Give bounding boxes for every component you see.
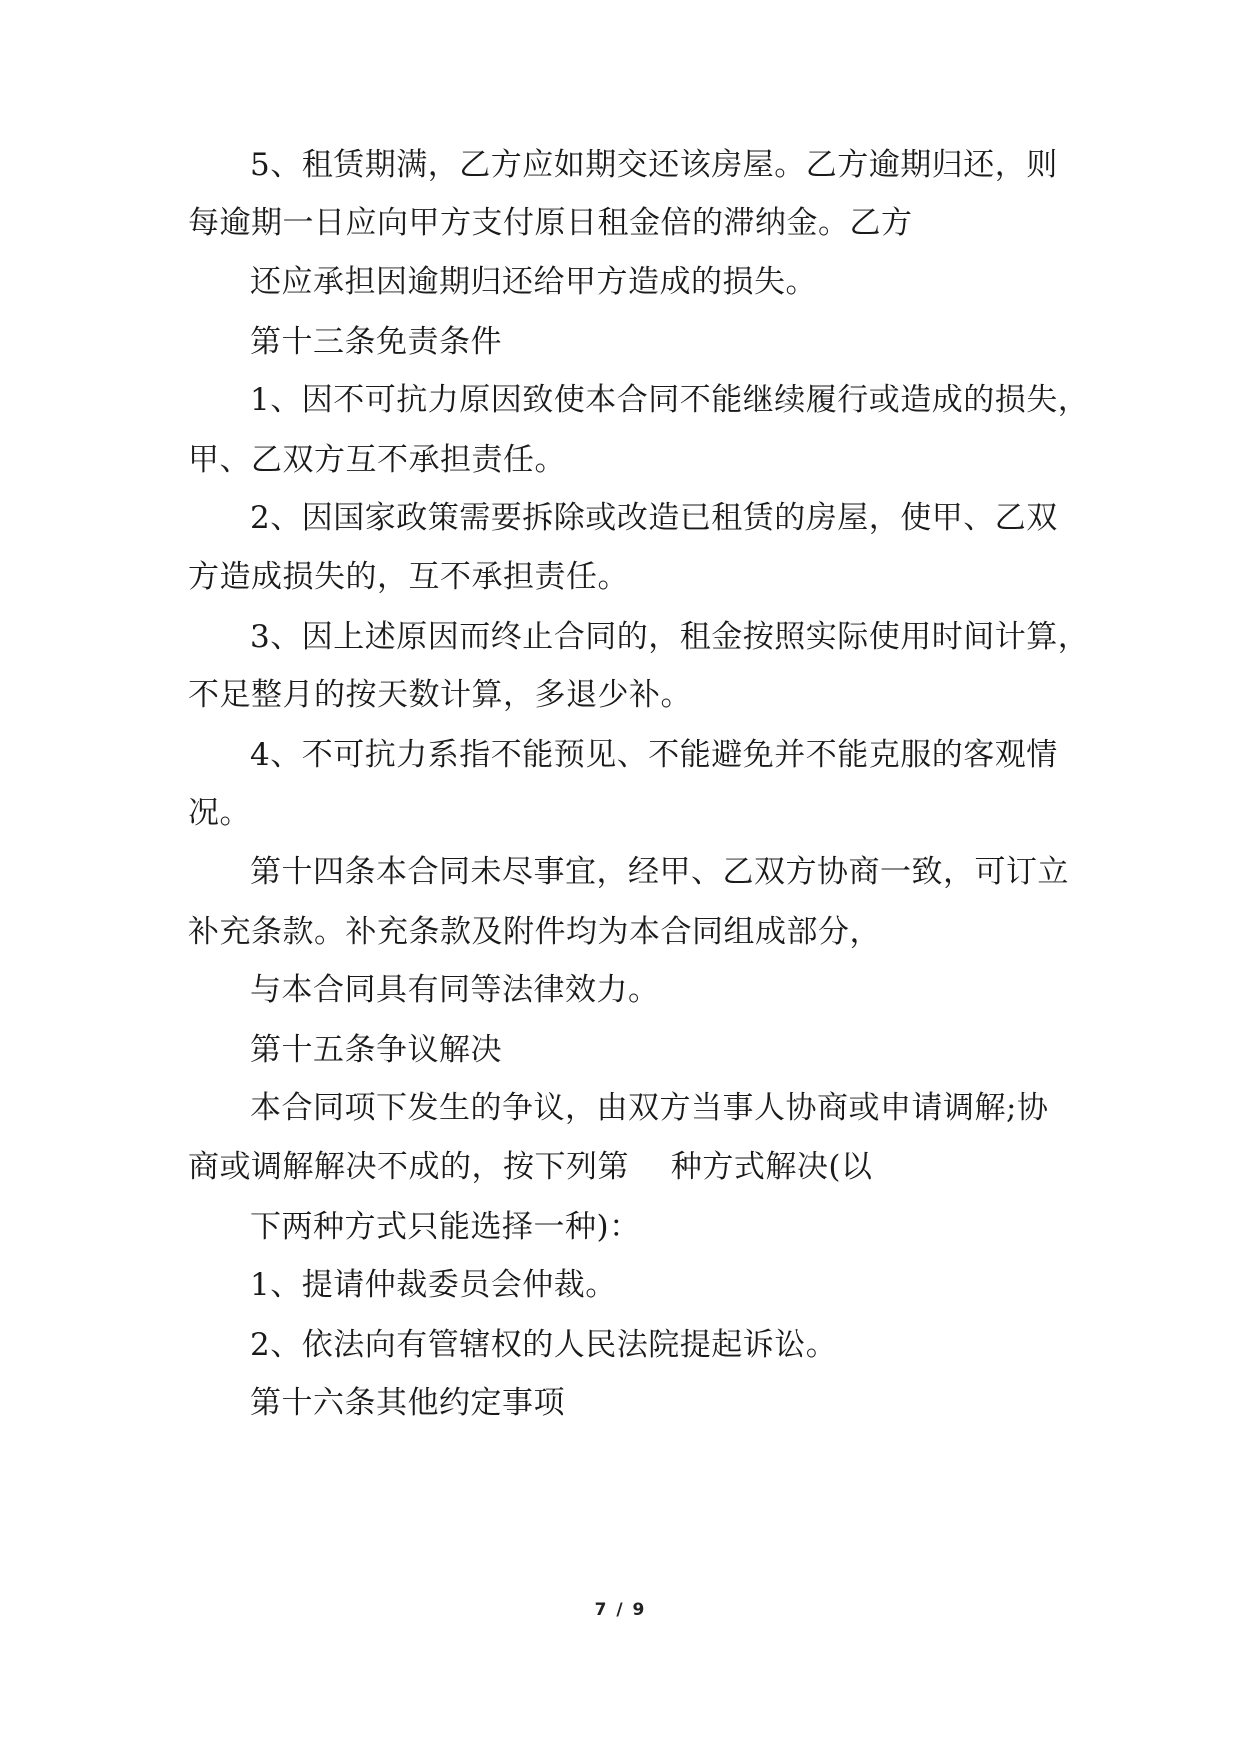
paragraph-line: 下两种方式只能选择一种)： <box>250 1209 641 1245</box>
section-heading: 第十六条其他约定事项 <box>250 1385 565 1421</box>
paragraph-line: 4、不可抗力系指不能预见、不能避免并不能克服的客观情 <box>250 737 1058 773</box>
paragraph-line: 1、提请仲裁委员会仲裁。 <box>250 1267 617 1303</box>
paragraph-line: 本合同项下发生的争议，由双方当事人协商或申请调解;协 <box>250 1090 1049 1126</box>
paragraph-line: 还应承担因逾期归还给甲方造成的损失。 <box>250 264 817 300</box>
paragraph-line: 不足整月的按天数计算，多退少补。 <box>188 677 692 713</box>
paragraph-line: 补充条款。补充条款及附件均为本合同组成部分， <box>188 914 881 950</box>
paragraph-line: 甲、乙双方互不承担责任。 <box>188 442 566 478</box>
section-heading: 第十三条免责条件 <box>250 324 502 360</box>
paragraph-line: 每逾期一日应向甲方支付原日租金倍的滞纳金。乙方 <box>188 205 913 241</box>
paragraph-line: 况。 <box>188 795 251 831</box>
paragraph-line: 与本合同具有同等法律效力。 <box>250 972 660 1008</box>
paragraph-line: 2、依法向有管辖权的人民法院提起诉讼。 <box>250 1327 838 1363</box>
paragraph-line: 3、因上述原因而终止合同的，租金按照实际使用时间计算， <box>250 619 1090 655</box>
paragraph-line: 方造成损失的，互不承担责任。 <box>188 559 629 595</box>
section-heading: 第十五条争议解决 <box>250 1032 502 1068</box>
paragraph-line: 2、因国家政策需要拆除或改造已租赁的房屋，使甲、乙双 <box>250 500 1058 536</box>
page-number: 7 / 9 <box>594 1600 647 1620</box>
paragraph-line: 1、因不可抗力原因致使本合同不能继续履行或造成的损失， <box>250 382 1090 418</box>
paragraph-line: 商或调解解决不成的，按下列第 种方式解决(以 <box>188 1149 873 1185</box>
paragraph-line: 第十四条本合同未尽事宜，经甲、乙双方协商一致，可订立 <box>250 854 1069 890</box>
paragraph-line: 5、租赁期满，乙方应如期交还该房屋。乙方逾期归还，则 <box>250 147 1058 183</box>
